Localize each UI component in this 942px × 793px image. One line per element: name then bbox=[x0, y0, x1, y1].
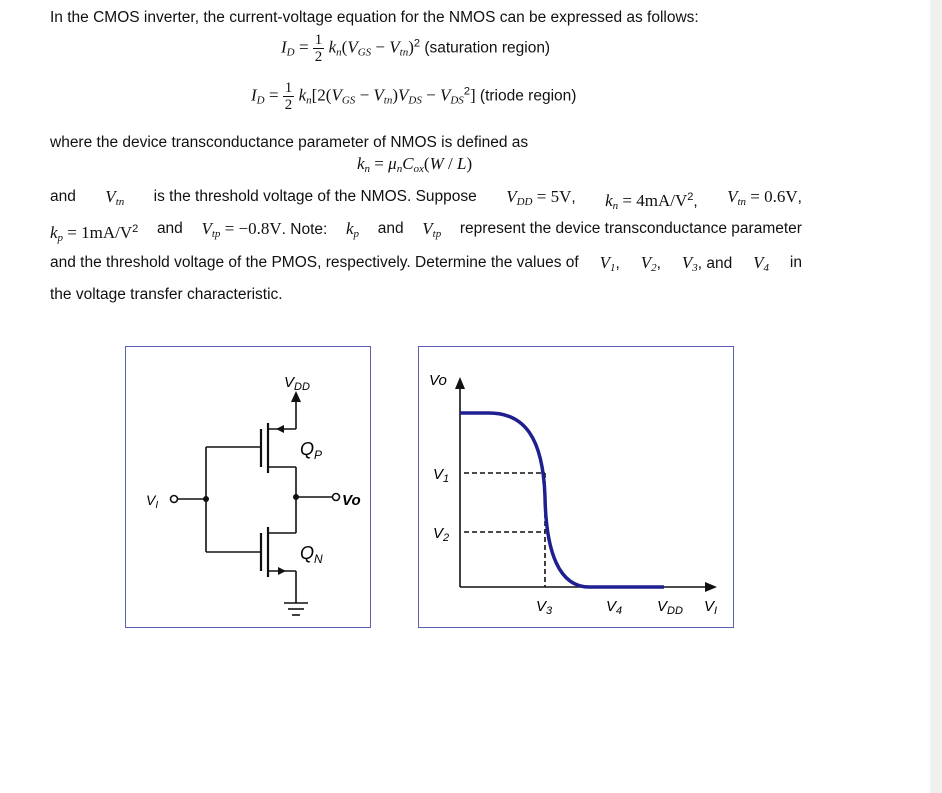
nmos-arrow-icon bbox=[278, 567, 286, 575]
v1-label: $V_1$ bbox=[433, 466, 450, 485]
x-axis-arrow-icon bbox=[705, 582, 717, 592]
vdd-axis-label: $V_{DD}$ bbox=[657, 598, 683, 617]
vi-terminal-icon bbox=[171, 496, 178, 503]
vo-terminal-icon bbox=[333, 494, 340, 501]
v4-label: $V_4$ bbox=[606, 598, 623, 617]
equation-kn-definition: $k_n = \mu_nC_{ox}(W / L)$ bbox=[357, 154, 473, 175]
text-line-5: and the threshold voltage of the PMOS, respectively. Determine the values of $V_1$, $V_2$, $V_3$, and $V_4$ in bbox=[50, 253, 802, 274]
equation-saturation: $I_D$ = $\frac{1}{2}$ $k_n(V_{GS} - V_{tn})^2$ (saturation region) bbox=[281, 32, 551, 65]
vtc-plot bbox=[419, 347, 733, 627]
vtc-curve bbox=[460, 413, 664, 587]
vdd-label: $V_{DD}$ bbox=[284, 374, 310, 393]
intro-text: In the CMOS inverter, the current-voltage equation for the NMOS can be expressed as follows: bbox=[50, 9, 699, 26]
circuit-panel bbox=[125, 346, 371, 628]
qn-label: $Q_N$ bbox=[300, 543, 323, 566]
vo-label: Vo bbox=[342, 492, 361, 509]
vi-label: $V_I$ bbox=[146, 492, 159, 511]
param-intro-text: where the device transconductance parameter of NMOS is defined as bbox=[50, 134, 529, 151]
v2-label: $V_2$ bbox=[433, 525, 450, 544]
text-line-4: $k_p = 1mA/V^2$ and $V_{tp} = -0.8V$. Note: $k_p$ and $V_{tp}$ represent the device transconductance parameter bbox=[50, 219, 802, 244]
vo-axis-label: Vo bbox=[429, 372, 447, 389]
qp-label: $Q_P$ bbox=[300, 439, 323, 462]
vtc-panel bbox=[418, 346, 734, 628]
pmos-arrow-icon bbox=[276, 425, 284, 433]
scrollbar-gutter[interactable] bbox=[930, 0, 942, 793]
cmos-inverter-schematic bbox=[126, 347, 370, 627]
saturation-label: (saturation region) bbox=[424, 39, 551, 57]
text-line-6: the voltage transfer characteristic. bbox=[50, 286, 283, 303]
vi-axis-label: $V_I$ bbox=[704, 598, 718, 617]
equation-triode: $I_D$ = $\frac{1}{2}$ $k_n[2(V_{GS} - V_{tn})V_{DS} - V_{DS}^2]$ (triode region) bbox=[251, 80, 577, 113]
y-axis-arrow-icon bbox=[455, 377, 465, 389]
v3-label: $V_3$ bbox=[536, 598, 553, 617]
triode-label: (triode region) bbox=[479, 87, 577, 105]
text-line-3: and $V_{tn}$ is the threshold voltage of the NMOS. Suppose $V_{DD} = 5V$, $k_n = 4mA/V^2$, $V_{tn} = 0.6V$, bbox=[50, 187, 802, 212]
